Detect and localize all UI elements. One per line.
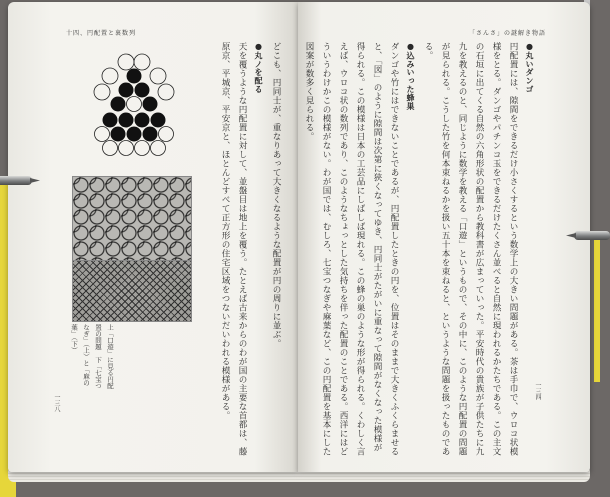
- left-pen: [0, 176, 32, 185]
- left-running-head: 十四、円配置と裏数列: [66, 30, 137, 37]
- figure-caption: 上「口遊」に見る円配置の問題 下「七宝つなぎ」（上）と「麻の葉」（下）: [70, 324, 114, 389]
- left-top-text: どこも、円同士が、重なりあって大きくなるような配置が円の周りに並ぶ。: [271, 42, 281, 348]
- right-pen: [574, 231, 610, 240]
- right-running-head: 「さんさ」の謎解き物語: [468, 30, 546, 37]
- right-section-text-2: ダンゴや竹にはできないことであるが、円配置したときの円を、位置はそのままで大きくふくらませると、「図」のように隙間は次第に狭くなってゆき、円同士がたがいに重なって隙間がなくなった模様が得られる。この模様は日本の工芸品にしばしば現れる。この蜂の巣のような形が得られる。くわしく言えば、ウロコ状の数列であり、このようなちょっとした気持ちを伴った配置のことである。西洋にはどういうわけかこの模様がない。わが国では、むしろ、七宝つなぎや麻葉など、この円配置を基本にした図案が数多く見られる。: [304, 42, 399, 456]
- left-section-heading: ●丸ノを配る: [254, 42, 263, 94]
- left-page: [8, 2, 298, 472]
- circle-packing-figure: [90, 52, 180, 172]
- right-page: [298, 2, 590, 472]
- left-folio: 一三八: [53, 394, 60, 412]
- left-section-text: 天を覆うような円配置に対して、並盤目は地上を覆う。たとえば古来からのわが国の主要な首都は、藤原京、平城京、平安京と、ほとんどすべて正方形の住宅区域をつないだいわれる模様がある。: [220, 42, 247, 456]
- yellow-background-object-right: [594, 232, 600, 382]
- right-page-text: [304, 42, 538, 460]
- open-book: [8, 2, 590, 482]
- right-section-text-1: 円配置には、隙間をできるだけ小さくするという数学上の大きい問題がある。茶は手巾で、ウロコ状模様をとる。ダンゴやパチンコ玉をできるだけたくさん並べると自然に現われるかたちである。この主文の石垣に出てくる自然の六角形状の配置から教科書が広まっていった。平安時代の貴族が子供たちに九九を教えるのと、同じように数学を教える「口遊」というもので、その中に、このような円配置の問題が見られる。こうした竹を何本束ねるかを扱い五十本を束ねると、というような問題を扱ったものである。: [423, 42, 518, 456]
- right-folio: 一三四: [534, 382, 541, 400]
- right-section-heading-1: ●丸いダンゴ: [525, 42, 534, 94]
- right-section-heading-2: ●込みいった蜂巣: [406, 42, 415, 111]
- left-page-text: [172, 42, 284, 460]
